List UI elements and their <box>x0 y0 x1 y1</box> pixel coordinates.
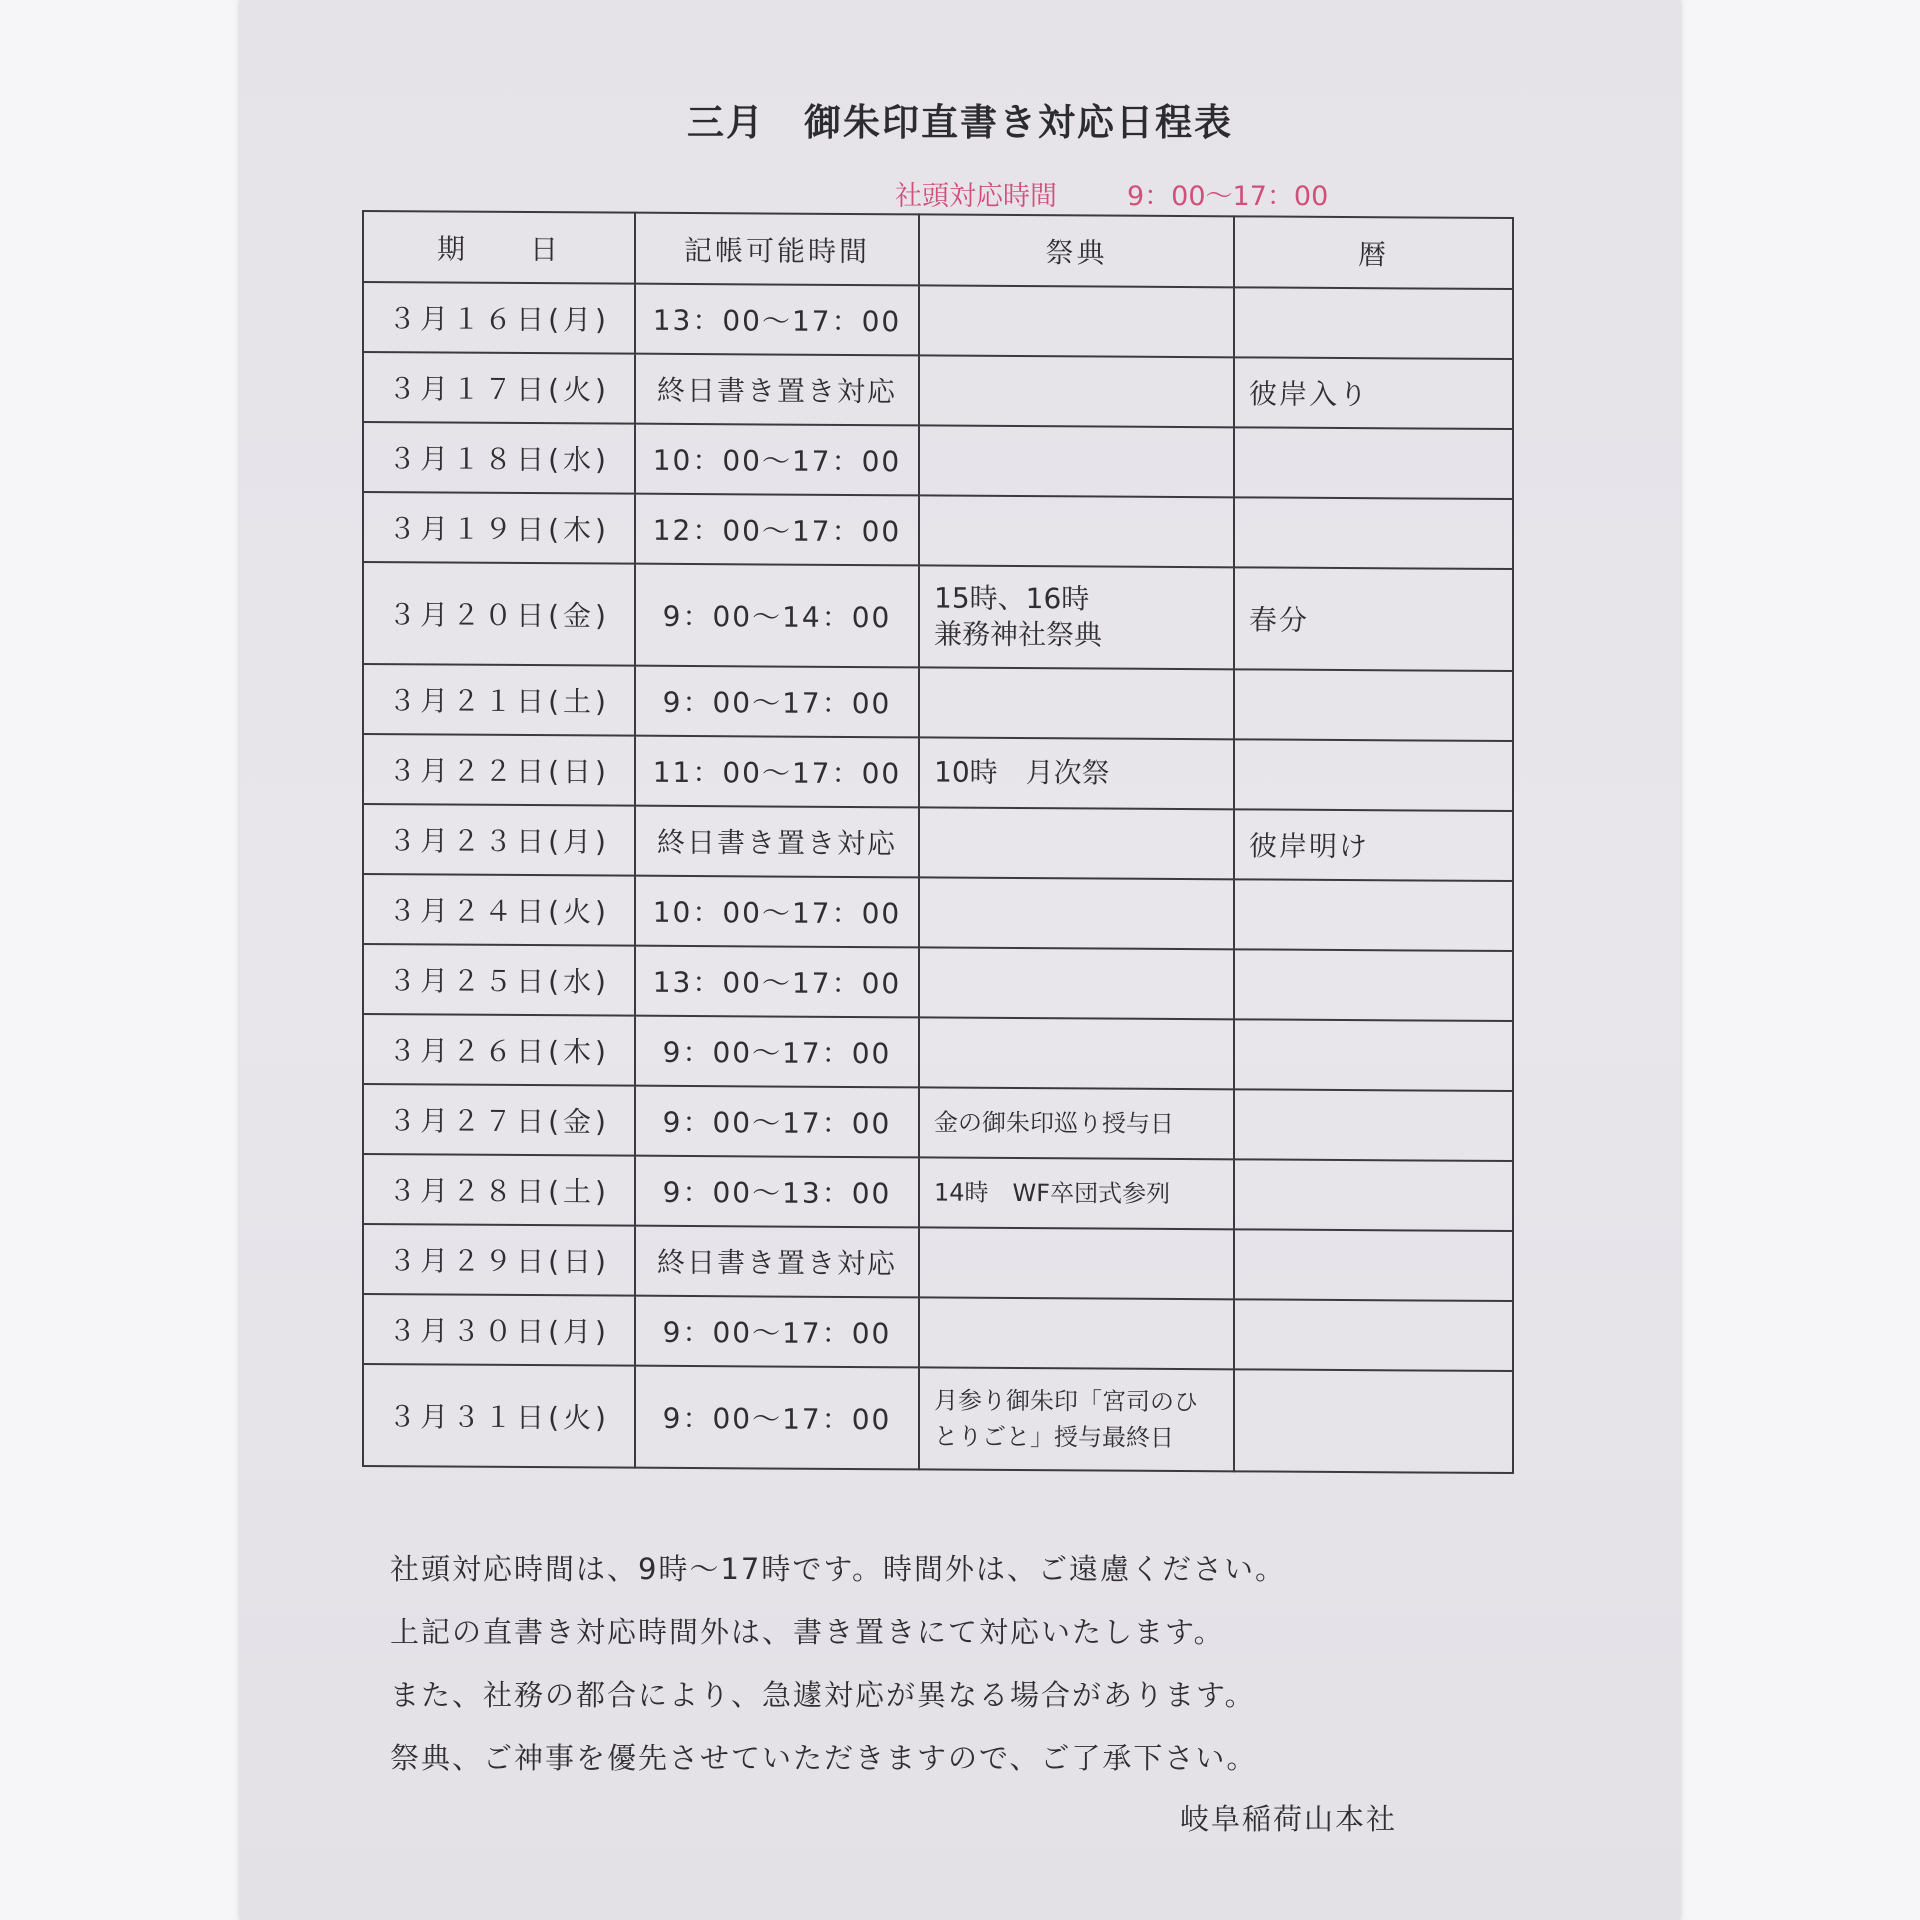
time-cell: 13：00～17：00 <box>635 946 919 1018</box>
date-cell: ３月２６日(木) <box>363 1014 635 1086</box>
table-header-row <box>363 211 1513 289</box>
calendar-cell <box>1234 497 1513 569</box>
table-row <box>363 1364 1513 1473</box>
festival-cell <box>919 807 1234 879</box>
time-cell: 9：00～17：00 <box>635 1296 919 1368</box>
festival-cell <box>919 947 1234 1019</box>
date-cell: ３月２４日(火) <box>363 874 635 946</box>
date-cell: ３月２７日(金) <box>363 1084 635 1156</box>
table-row <box>363 282 1513 359</box>
date-cell: ３月２９日(日) <box>363 1224 635 1296</box>
date-cell: ３月３１日(火) <box>363 1364 635 1468</box>
time-cell: 11：00～17：00 <box>635 736 919 808</box>
date-cell: ３月１８日(水) <box>363 422 635 494</box>
date-cell: ３月１９日(木) <box>363 492 635 564</box>
calendar-cell <box>1234 879 1513 951</box>
header-festival: 祭典 <box>919 214 1234 287</box>
calendar-cell <box>1234 669 1513 741</box>
table-row <box>363 874 1513 951</box>
shrine-signature: 岐阜稲荷山本社 <box>1180 1802 1398 1836</box>
calendar-cell <box>1234 1369 1513 1473</box>
time-cell: 9：00～17：00 <box>635 1016 919 1088</box>
festival-cell: 10時 月次祭 <box>919 737 1234 809</box>
time-cell: 13：00～17：00 <box>635 284 919 356</box>
festival-cell <box>919 1297 1234 1369</box>
festival-cell <box>919 425 1234 497</box>
date-cell: ３月３０日(月) <box>363 1294 635 1366</box>
table-row <box>363 1154 1513 1231</box>
table-row <box>363 422 1513 499</box>
time-cell: 9：00～17：00 <box>635 1366 919 1470</box>
table-row <box>363 492 1513 569</box>
schedule-table <box>362 210 1514 1474</box>
festival-cell: 15時、16時 兼務神社祭典 <box>919 565 1234 669</box>
time-cell: 12：00～17：00 <box>635 494 919 566</box>
festival-cell <box>919 667 1234 739</box>
notes-block <box>390 1538 1286 1790</box>
time-cell: 10：00～17：00 <box>635 424 919 496</box>
calendar-cell <box>1234 427 1513 499</box>
festival-cell <box>919 285 1234 357</box>
festival-cell: 月参り御朱印「宮司のひとりごと」授与最終日 <box>919 1367 1234 1471</box>
festival-cell <box>919 495 1234 567</box>
calendar-cell: 彼岸入り <box>1234 357 1513 429</box>
shrine-hours-note <box>895 174 1328 213</box>
time-cell: 9：00～17：00 <box>635 1086 919 1158</box>
calendar-cell <box>1234 949 1513 1021</box>
notice-paper <box>240 0 1680 1920</box>
calendar-cell <box>1234 1299 1513 1371</box>
header-time: 記帳可能時間 <box>635 213 919 286</box>
date-cell: ３月１７日(火) <box>363 352 635 424</box>
time-cell: 終日書き置き対応 <box>635 354 919 426</box>
table-row <box>363 1084 1513 1161</box>
date-cell: ３月２１日(土) <box>363 664 635 736</box>
calendar-cell <box>1234 739 1513 811</box>
calendar-cell <box>1234 1089 1513 1161</box>
date-cell: ３月２３日(月) <box>363 804 635 876</box>
table-row <box>363 1224 1513 1301</box>
schedule-body <box>363 282 1513 1473</box>
time-cell: 終日書き置き対応 <box>635 1226 919 1298</box>
date-cell: ３月２０日(金) <box>363 562 635 666</box>
festival-cell <box>919 1227 1234 1299</box>
calendar-cell: 春分 <box>1234 567 1513 671</box>
time-cell: 9：00～14：00 <box>635 564 919 668</box>
festival-cell: 金の御朱印巡り授与日 <box>919 1087 1234 1159</box>
note-line: 祭典、ご神事を優先させていただきますので、ご了承下さい。 <box>390 1741 1258 1775</box>
festival-cell <box>919 877 1234 949</box>
shrine-hours-time: 9：00～17：00 <box>1127 181 1329 212</box>
festival-cell <box>919 355 1234 427</box>
note-line: また、社務の都合により、急遽対応が異なる場合があります。 <box>390 1678 1256 1712</box>
note-line: 上記の直書き対応時間外は、書き置きにて対応いたします。 <box>390 1615 1225 1649</box>
date-cell: ３月２２日(日) <box>363 734 635 806</box>
table-row <box>363 734 1513 811</box>
festival-cell <box>919 1017 1234 1089</box>
time-cell: 10：00～17：00 <box>635 876 919 948</box>
date-cell: ３月２５日(水) <box>363 944 635 1016</box>
note-line: 社頭対応時間は、9時～17時です。時間外は、ご遠慮ください。 <box>390 1552 1287 1586</box>
time-cell: 9：00～17：00 <box>635 666 919 738</box>
table-row <box>363 944 1513 1021</box>
time-cell: 9：00～13：00 <box>635 1156 919 1228</box>
calendar-cell <box>1234 287 1513 359</box>
shrine-hours-label: 社頭対応時間 <box>895 181 1057 212</box>
date-cell: ３月１６日(月) <box>363 282 635 354</box>
date-cell: ３月２８日(土) <box>363 1154 635 1226</box>
table-row <box>363 562 1513 671</box>
header-calendar: 暦 <box>1234 216 1513 289</box>
calendar-cell <box>1234 1229 1513 1301</box>
calendar-cell: 彼岸明け <box>1234 809 1513 881</box>
calendar-cell <box>1234 1019 1513 1091</box>
festival-cell: 14時 WF卒団式参列 <box>919 1157 1234 1229</box>
table-row <box>363 352 1513 429</box>
table-row <box>363 1014 1513 1091</box>
header-date: 期 日 <box>363 211 635 284</box>
table-row <box>363 804 1513 881</box>
table-row <box>363 1294 1513 1371</box>
page-title: 三月 御朱印直書き対応日程表 <box>687 101 1233 144</box>
table-row <box>363 664 1513 741</box>
time-cell: 終日書き置き対応 <box>635 806 919 878</box>
calendar-cell <box>1234 1159 1513 1231</box>
